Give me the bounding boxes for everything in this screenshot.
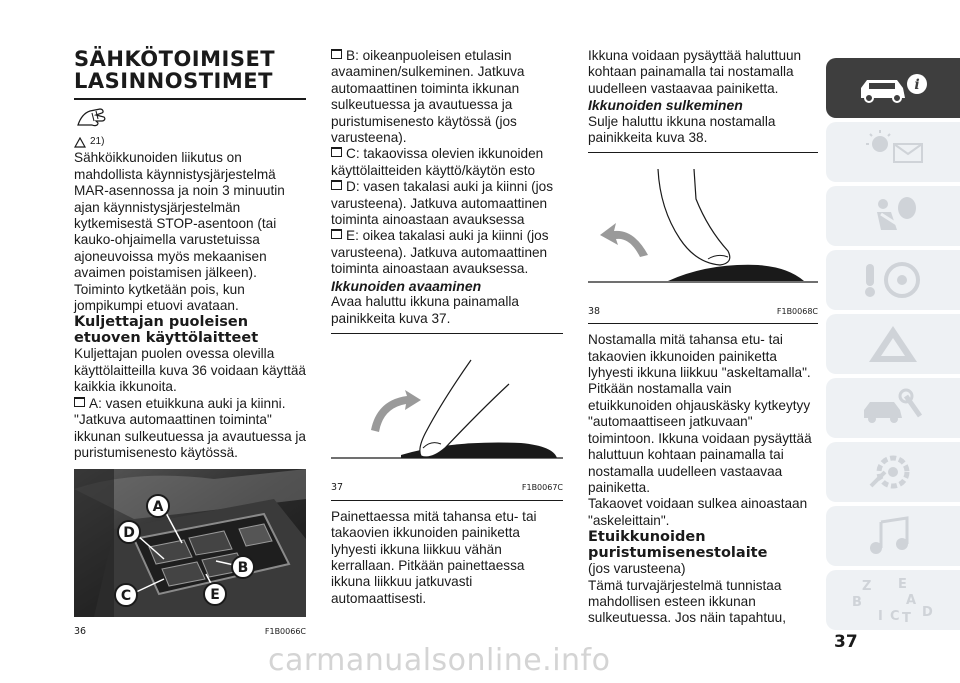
figure-number: 36 (74, 625, 87, 637)
figure-caption (74, 624, 306, 640)
car-info-icon (853, 68, 933, 108)
warning-triangle-icon (863, 322, 923, 366)
bullet-item-a: A: vasen etuikkuna auki ja kiinni. "Jatkuva automaattinen toiminta" ikkunan sulkeutuessa ja avautuessa ja puristumisenesto käytössä. (74, 395, 306, 460)
title-rule (74, 98, 306, 100)
callout-a: A (152, 499, 164, 516)
callout-d: D (123, 525, 135, 542)
column-1 (74, 48, 306, 640)
paragraph: Toiminto kytketään pois, kun jompikumpi etuovi avataan. (74, 281, 245, 314)
svg-text:i: i (914, 77, 920, 93)
figure-rule (588, 323, 818, 324)
technical-data-icon (863, 450, 923, 494)
paragraph: Sulje haluttu ikkuna nostamalla painikkeita kuva 38. (588, 113, 776, 146)
paragraph: Avaa haluttu ikkuna painamalla painikkeita kuva 37. (331, 294, 519, 326)
callout-c: C (120, 588, 132, 605)
door-controls-photo (74, 469, 306, 617)
watermark: carmanualsonline.info (268, 643, 611, 678)
subheading: Ikkunoiden avaaminen (331, 277, 482, 294)
index-letter: D (922, 605, 933, 620)
section-heading: Kuljettajan puoleisen etuoven käyttölaitteet (74, 314, 259, 347)
figure-rule (331, 500, 563, 501)
hand-warning-icon (74, 105, 108, 133)
figure-rule (588, 152, 818, 153)
ref-number: 21) (90, 136, 105, 147)
car-service-wrench-icon (858, 386, 928, 430)
figure-36 (74, 469, 306, 640)
figure-code: F1B0068C (776, 306, 818, 316)
figure-37 (331, 340, 563, 497)
tab-multimedia[interactable] (826, 506, 960, 566)
title-line-2: LASINNOSTIMET (74, 69, 273, 93)
index-letter: Z (862, 579, 872, 594)
tab-maintenance[interactable] (826, 378, 960, 438)
paragraph: Painettaessa mitä tahansa etu- tai takaovien ikkunoiden painiketta lyhyesti ikkuna liikkuu vähän kerrallaan. Pitkään painettaessa ikkuna liikkuu jatkuvasti automaattisesti. (331, 508, 537, 606)
index-letter: A (906, 593, 917, 608)
warning-triangle-icon (74, 137, 86, 148)
figure-38 (588, 159, 818, 320)
tab-car-info[interactable] (826, 58, 960, 118)
figure-caption (588, 304, 818, 320)
index-letter: E (898, 577, 907, 592)
subheading: Ikkunoiden sulkeminen (588, 97, 743, 114)
paragraph: Takaovet voidaan sulkea ainoastaan "askeleittain". (588, 496, 808, 528)
heading-note: (jos varusteena) (588, 561, 686, 577)
figure-code: F1B0067C (521, 483, 563, 493)
airbag-seat-icon (863, 194, 923, 238)
tab-dashboard-lights[interactable] (826, 122, 960, 182)
figure-rule (331, 333, 563, 334)
bullet-item-c: C: takaovissa olevien ikkunoiden käyttölaitteiden käyttö/käytön esto (331, 146, 563, 179)
finger-lift-illustration (588, 159, 818, 299)
finger-press-illustration (331, 340, 563, 476)
figure-number: 38 (588, 305, 601, 317)
figure-number: 37 (331, 482, 344, 494)
alphabetical-index-icon (848, 576, 938, 624)
paragraph: Sähköikkunoiden liikutus on mahdollista käynnistysjärjestelmä MAR-asennossa ja noin 3 minuutin ajan käynnistysjärjestelmän kytkemisestä STOP-asentoon (tai kauko-ohjaimella varustetuissa ajoneuvoissa myös mekaanisen avaimen poistamisen jälkeen). (74, 150, 285, 281)
tab-starting-driving[interactable] (826, 250, 960, 310)
section-heading: Etuikkunoiden puristumisenestolaite (588, 529, 768, 562)
bullet-item-d: D: vasen takalasi auki ja kiinni (jos varusteena). Jatkuva automaattinen toiminta ainoastaan avauksessa (331, 179, 563, 228)
figure-code: F1B0066C (264, 626, 306, 636)
index-letter: B (852, 595, 862, 610)
section-title (74, 48, 306, 92)
callout-e: E (210, 587, 220, 604)
steering-key-icon (858, 258, 928, 302)
paragraph: Nostamalla mitä tahansa etu- tai takaovien ikkunoiden painiketta lyhyesti ikkuna liikkuu "askeltamalla". Pitkään nostamalla vain etuikkunoiden ohjauskäsky kytkeytyy "automaattiseen jatkuvaan" toimintoon. Ikkuna voidaan pysäyttää haluttuun kohtaan painamalla tai nostamalla uudelleen vastaavaa painiketta. (588, 332, 812, 495)
tab-emergency[interactable] (826, 314, 960, 374)
page-number: 37 (834, 632, 858, 652)
tab-safety[interactable] (826, 186, 960, 246)
figure-caption (331, 480, 563, 496)
dashboard-lights-icon (858, 130, 928, 174)
column-2 (331, 48, 563, 607)
index-letter: I (878, 609, 883, 624)
warning-ref (74, 104, 306, 134)
bullet-item-e: E: oikea takalasi auki ja kiinni (jos varusteena). Jatkuva automaattinen toiminta ainoastaan avauksessa. (331, 228, 563, 277)
bullet-item-b: B: oikeanpuoleisen etulasin avaaminen/sulkeminen. Jatkuva automaattinen toiminta ikkunan sulkeutuessa ja avautuessa ja puristumisenesto käytössä (jos varusteena). (331, 48, 563, 146)
paragraph: Ikkuna voidaan pysäyttää haluttuun kohtaan painamalla tai nostamalla uudelleen vastaavaa painiketta. (588, 48, 802, 96)
callout-b: B (237, 560, 249, 577)
tab-index[interactable] (826, 570, 960, 630)
title-line-1: SÄHKÖTOIMISET (74, 47, 276, 71)
tab-technical-data[interactable] (826, 442, 960, 502)
chapter-sidebar (826, 58, 960, 624)
multimedia-music-icon (863, 514, 923, 558)
column-3 (588, 48, 818, 627)
ref-note (74, 134, 306, 150)
paragraph: Kuljettajan puolen ovessa olevilla käyttölaitteilla kuva 36 voidaan käyttää kaikkia ikkunoita. (74, 346, 306, 395)
index-letter: C (890, 609, 900, 624)
index-letter: T (902, 611, 911, 624)
paragraph: Tämä turvajärjestelmä tunnistaa mahdollisen esteen ikkunan sulkeutuessa. Jos näin tapahtuu, (588, 577, 786, 626)
